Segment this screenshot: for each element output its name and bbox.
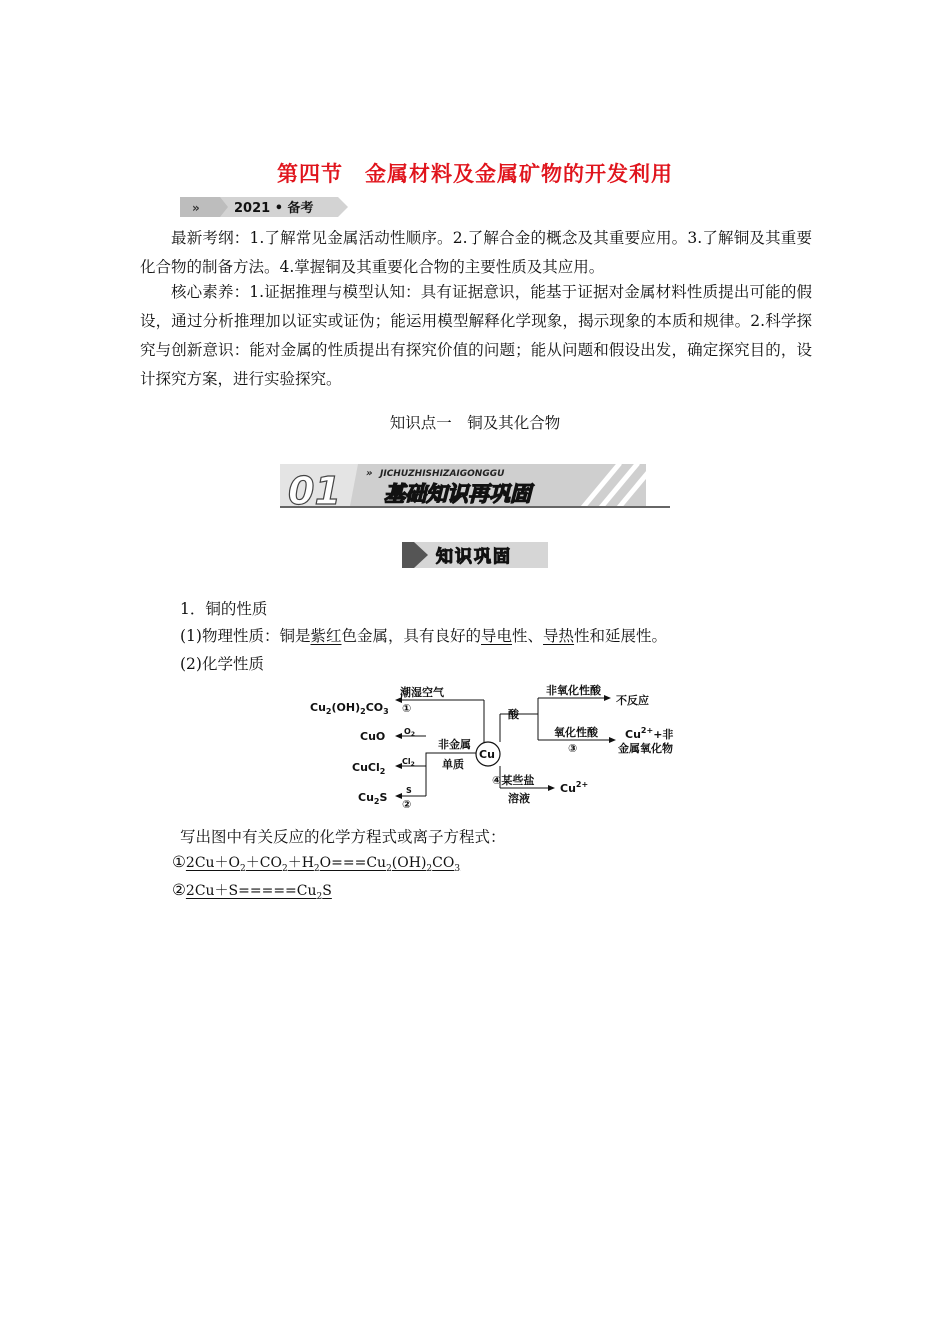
svg-text:Cl2: $Cl_2$ bbox=[402, 757, 415, 768]
equation-1-answer: $2Cu+O_2+CO_2+H_2O===Cu_2(OH)_2CO_3$ bbox=[185, 855, 461, 874]
banner-title: 基础知识再巩固 bbox=[384, 482, 531, 506]
equation-2-answer: $2Cu+S=====Cu_2S$ bbox=[185, 883, 332, 902]
svg-text:O2: $O_2$ bbox=[404, 727, 415, 738]
badge-label: 2021 • 备考 bbox=[234, 201, 314, 216]
svg-text:非金属: 非金属 bbox=[438, 738, 471, 751]
svg-text:Cu2++非: $Cu^{2+}+$非 bbox=[625, 726, 674, 741]
svg-text:溶液: 溶液 bbox=[508, 792, 530, 805]
double-chevron-right-icon: » bbox=[366, 468, 373, 479]
svg-text:CuO: CuO bbox=[360, 730, 386, 743]
svg-text:金属氧化物: 金属氧化物 bbox=[618, 742, 673, 755]
page-title: 第四节 金属材料及金属矿物的开发利用 bbox=[277, 162, 673, 186]
svg-text:②: ② bbox=[402, 798, 412, 810]
section-heading-copper-properties: 1．铜的性质 bbox=[180, 600, 268, 618]
svg-text:Cu2S: $Cu_2S$ bbox=[358, 791, 388, 806]
copper-reaction-diagram bbox=[300, 680, 700, 810]
svg-text:氧化性酸: 氧化性酸 bbox=[554, 726, 598, 739]
svg-text:③: ③ bbox=[568, 742, 578, 755]
subsection-title: 知识巩固 bbox=[436, 547, 512, 567]
section-banner bbox=[280, 463, 672, 511]
svg-text:S: S bbox=[406, 786, 412, 795]
exam-prep-badge bbox=[180, 195, 350, 219]
literacy-paragraph: 核心素养：1.证据推理与模型认知：具有证据意识，能基于证据对金属材料性质提出可能的假设，通过分析推理加以证实或证伪；能运用模型解释化学现象，揭示现象的本质和规律。2.科学探究与创新意识：能对金属的性质提出有探究价值的问题；能从问题和假设出发，确定探究目的，设计探究方案，进行实验探究。 bbox=[140, 283, 812, 388]
knowledge-point-heading: 知识点一 铜及其化合物 bbox=[389, 414, 561, 432]
diagram-center-cu: Cu bbox=[479, 748, 495, 761]
svg-text:不反应: 不反应 bbox=[616, 694, 649, 707]
equation-1: $①2Cu+O_2+CO_2+H_2O===Cu_2(OH)_2CO_3$ bbox=[172, 853, 461, 874]
double-chevron-down-icon: » bbox=[192, 201, 200, 215]
svg-text:④某些盐: ④某些盐 bbox=[492, 774, 535, 787]
svg-text:酸: 酸 bbox=[508, 708, 519, 721]
physical-properties-line: (1)物理性质：铜是紫红色金属，具有良好的导电性、导热性和延展性。 bbox=[180, 627, 668, 645]
answer-thermal: 导热 bbox=[543, 627, 575, 645]
svg-text:单质: 单质 bbox=[442, 758, 464, 771]
syllabus-paragraph: 最新考纲：1.了解常见金属活动性顺序。2.了解合金的概念及其重要应用。3.了解铜及其重要化合物的制备方法。4.掌握铜及其重要化合物的主要性质及其应用。 bbox=[140, 229, 812, 276]
chemical-properties-heading: (2)化学性质 bbox=[180, 655, 264, 673]
instruction-text: 写出图中有关反应的化学方程式或离子方程式： bbox=[180, 828, 506, 846]
svg-text:①: ① bbox=[402, 702, 412, 715]
banner-pinyin: JICHUZHISHIZAIGONGGU bbox=[380, 469, 505, 479]
subsection-banner bbox=[402, 541, 552, 571]
equation-2: $②2Cu+S=====Cu_2S$ bbox=[172, 881, 332, 902]
svg-text:Cu2(OH)2CO3: $Cu_2(OH)_2CO_3$ bbox=[310, 701, 389, 716]
svg-text:潮湿空气: 潮湿空气 bbox=[400, 686, 444, 699]
answer-conductivity: 导电 bbox=[481, 627, 513, 645]
svg-text:CuCl2: CuCl$_2$ bbox=[352, 761, 386, 776]
svg-text:非氧化性酸: 非氧化性酸 bbox=[546, 684, 601, 697]
banner-number: 01 bbox=[288, 469, 341, 511]
svg-text:Cu2+: $Cu^{2+}$ bbox=[560, 780, 589, 795]
answer-purple-red: 紫红 bbox=[310, 627, 342, 645]
